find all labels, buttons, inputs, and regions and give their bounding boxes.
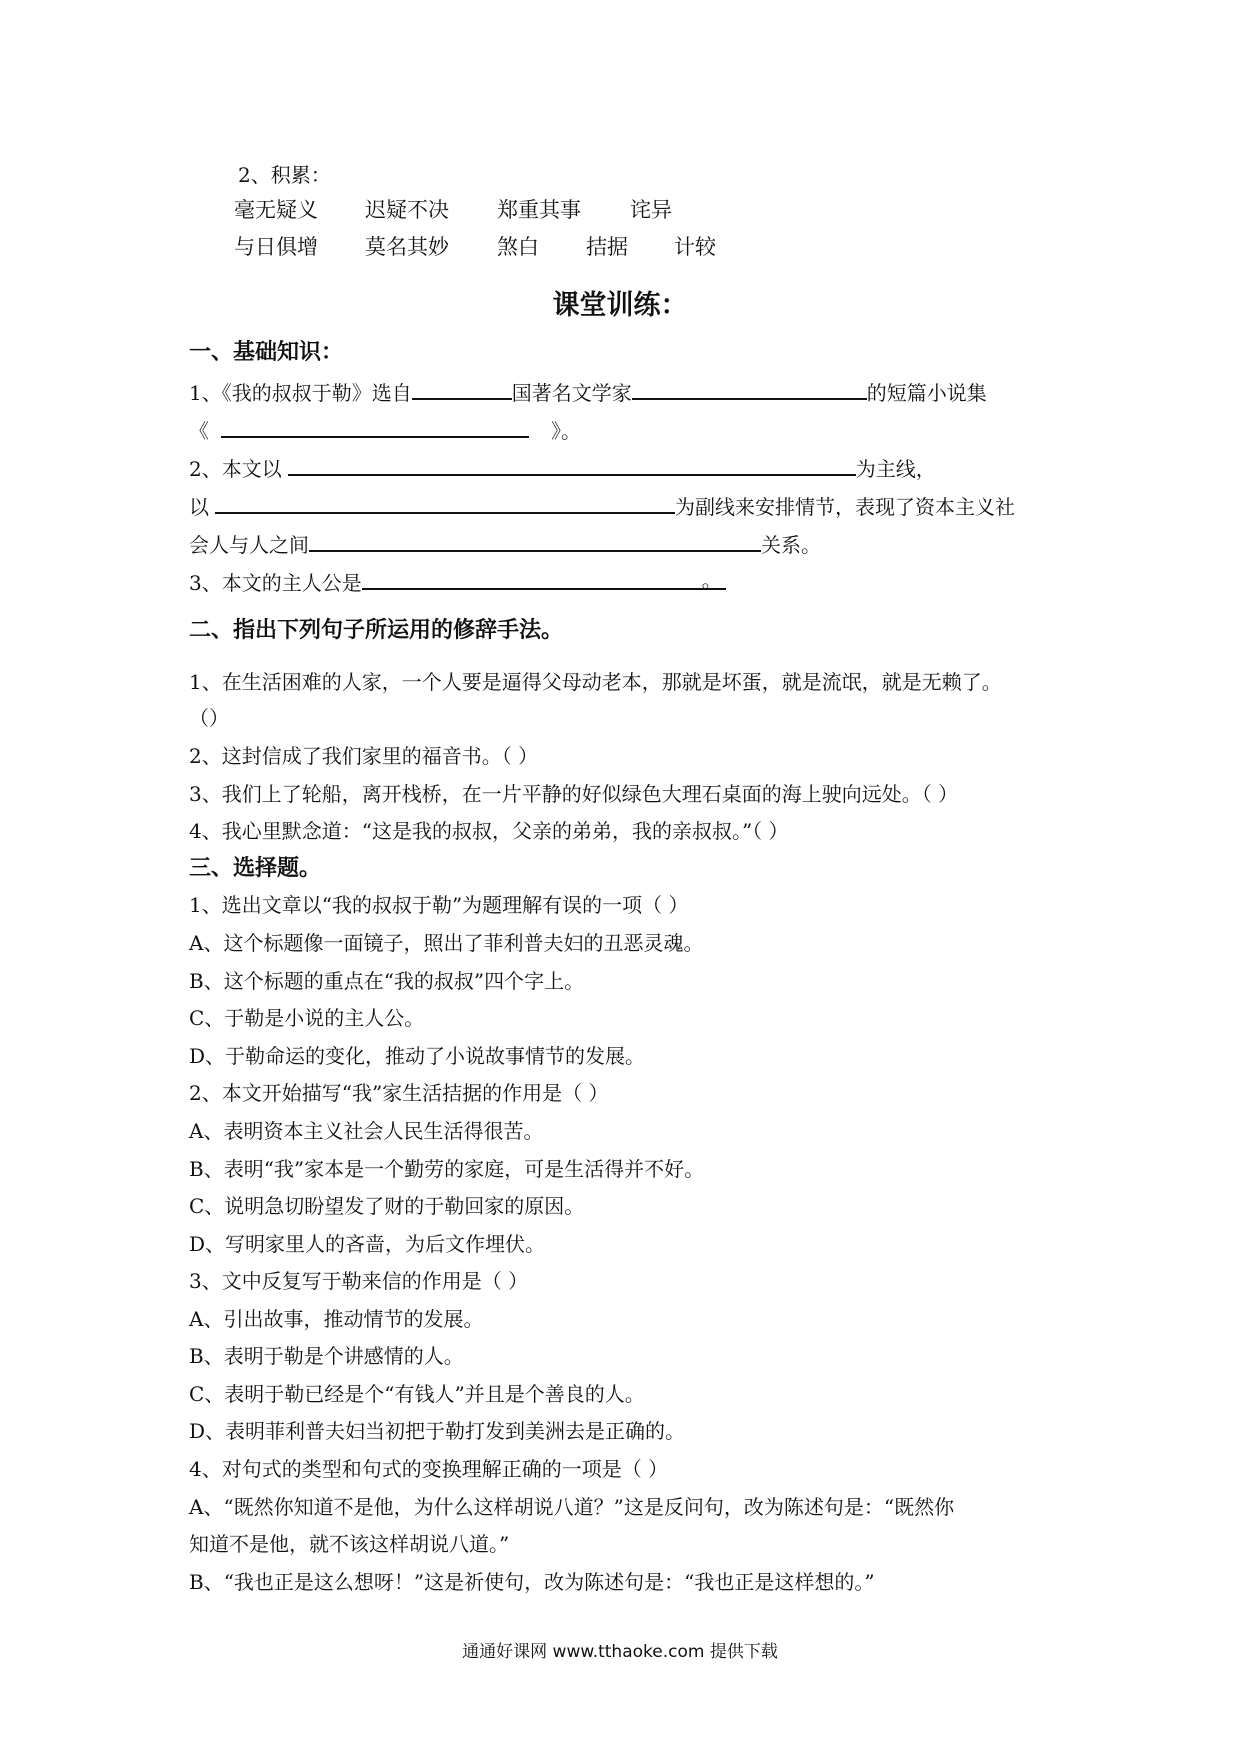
choice-item: C、表明于勒已经是个“有钱人”并且是个善良的人。 [189, 1382, 645, 1406]
question-text: 以 [189, 495, 209, 519]
rhetoric-item: 1、在生活困难的人家，一个人要是逼得父母动老本，那就是坏蛋，就是流氓，就是无赖了。 [189, 670, 1002, 694]
choice-item: D、表明菲利普夫妇当初把于勒打发到美洲去是正确的。 [189, 1419, 686, 1443]
choice-item: A、表明资本主义社会人民生活得很苦。 [189, 1119, 544, 1143]
section-heading: 二、指出下列句子所运用的修辞手法。 [189, 618, 564, 643]
question-1 [189, 378, 987, 405]
rhetoric-item: 4、我心里默念道：“这是我的叔叔，父亲的弟弟，我的亲叔叔。”（ ） [189, 819, 789, 843]
choice-item: B、表明“我”家本是一个勤劳的家庭，可是生活得并不好。 [189, 1157, 705, 1181]
question-text: 为主线， [855, 457, 936, 481]
choice-item: A、“既然你知道不是他，为什么这样胡说八道？”这是反问句，改为陈述句是：“既然你 [189, 1495, 955, 1519]
choice-item: 3、文中反复写于勒来信的作用是（ ） [189, 1269, 529, 1293]
choice-item: D、于勒命运的变化，推动了小说故事情节的发展。 [189, 1044, 646, 1068]
choice-item: D、写明家里人的吝啬，为后文作埋伏。 [189, 1232, 546, 1256]
choice-item: 知道不是他，就不该这样胡说八道。” [189, 1532, 510, 1556]
question-2-cont [189, 530, 821, 557]
accumulate-heading: 2、积累： [238, 163, 331, 187]
question-2-cont [189, 492, 1015, 519]
choice-item: 4、对句式的类型和句式的变换理解正确的一项是（ ） [189, 1457, 669, 1481]
answer-blank[interactable] [288, 454, 856, 476]
answer-blank[interactable] [215, 492, 675, 514]
answer-blank[interactable] [632, 378, 867, 400]
answer-blank[interactable] [412, 378, 512, 400]
question-1-cont [189, 416, 581, 443]
choice-item: B、表明于勒是个讲感情的人。 [189, 1344, 464, 1368]
rhetoric-item: 2、这封信成了我们家里的福音书。（ ） [189, 744, 539, 768]
choice-item: 1、选出文章以“我的叔叔于勒”为题理解有误的一项（ ） [189, 893, 689, 917]
answer-blank[interactable] [221, 416, 529, 438]
choice-item: A、这个标题像一面镜子，照出了菲利普夫妇的丑恶灵魂。 [189, 931, 704, 955]
answer-blank[interactable] [309, 530, 761, 552]
question-text: 《 [189, 419, 209, 443]
section-heading: 三、选择题。 [189, 856, 322, 881]
question-2 [189, 454, 936, 481]
question-3 [189, 568, 726, 595]
question-text: 。 [701, 568, 722, 592]
page-title: 课堂训练： [552, 290, 688, 321]
answer-blank[interactable] [362, 568, 726, 590]
vocab-item: 计较 [674, 235, 716, 259]
question-text: 1、《我的叔叔于勒》选自 [189, 381, 412, 405]
question-text: 会人与人之间 [189, 533, 309, 557]
choice-item: B、这个标题的重点在“我的叔叔”四个字上。 [189, 969, 585, 993]
choice-item: C、于勒是小说的主人公。 [189, 1006, 425, 1030]
footer-credit: 通通好课网 www.tthaoke.com 提供下载 [462, 1642, 778, 1662]
choice-item: C、说明急切盼望发了财的于勒回家的原因。 [189, 1194, 585, 1218]
rhetoric-item: 3、我们上了轮船，离开栈桥，在一片平静的好似绿色大理石桌面的海上驶向远处。（ ） [189, 782, 959, 806]
choice-item: 2、本文开始描写“我”家生活拮据的作用是（ ） [189, 1081, 609, 1105]
question-text: 》。 [551, 419, 581, 443]
vocab-item: 郑重其事 [497, 198, 581, 222]
vocab-item: 煞白 [497, 235, 539, 259]
vocab-item: 与日俱增 [234, 235, 318, 259]
rhetoric-item: （） [189, 706, 229, 730]
vocab-item: 诧异 [630, 198, 672, 222]
question-text: 的短篇小说集 [866, 381, 987, 405]
section-heading: 一、基础知识： [189, 340, 344, 365]
question-text: 关系。 [761, 533, 821, 557]
question-text: 国著名文学家 [511, 381, 632, 405]
question-text: 为副线来安排情节，表现了资本主义社 [675, 495, 1015, 519]
vocab-item: 拮据 [586, 235, 628, 259]
question-text: 3、本文的主人公是 [189, 571, 362, 595]
vocab-item: 迟疑不决 [365, 198, 449, 222]
question-text: 2、本文以 [189, 457, 282, 481]
vocab-item: 莫名其妙 [365, 235, 449, 259]
choice-item: A、引出故事，推动情节的发展。 [189, 1307, 484, 1331]
choice-item: B、“我也正是这么想呀！”这是祈使句，改为陈述句是：“我也正是这样想的。” [189, 1570, 875, 1594]
vocab-item: 毫无疑义 [234, 198, 318, 222]
